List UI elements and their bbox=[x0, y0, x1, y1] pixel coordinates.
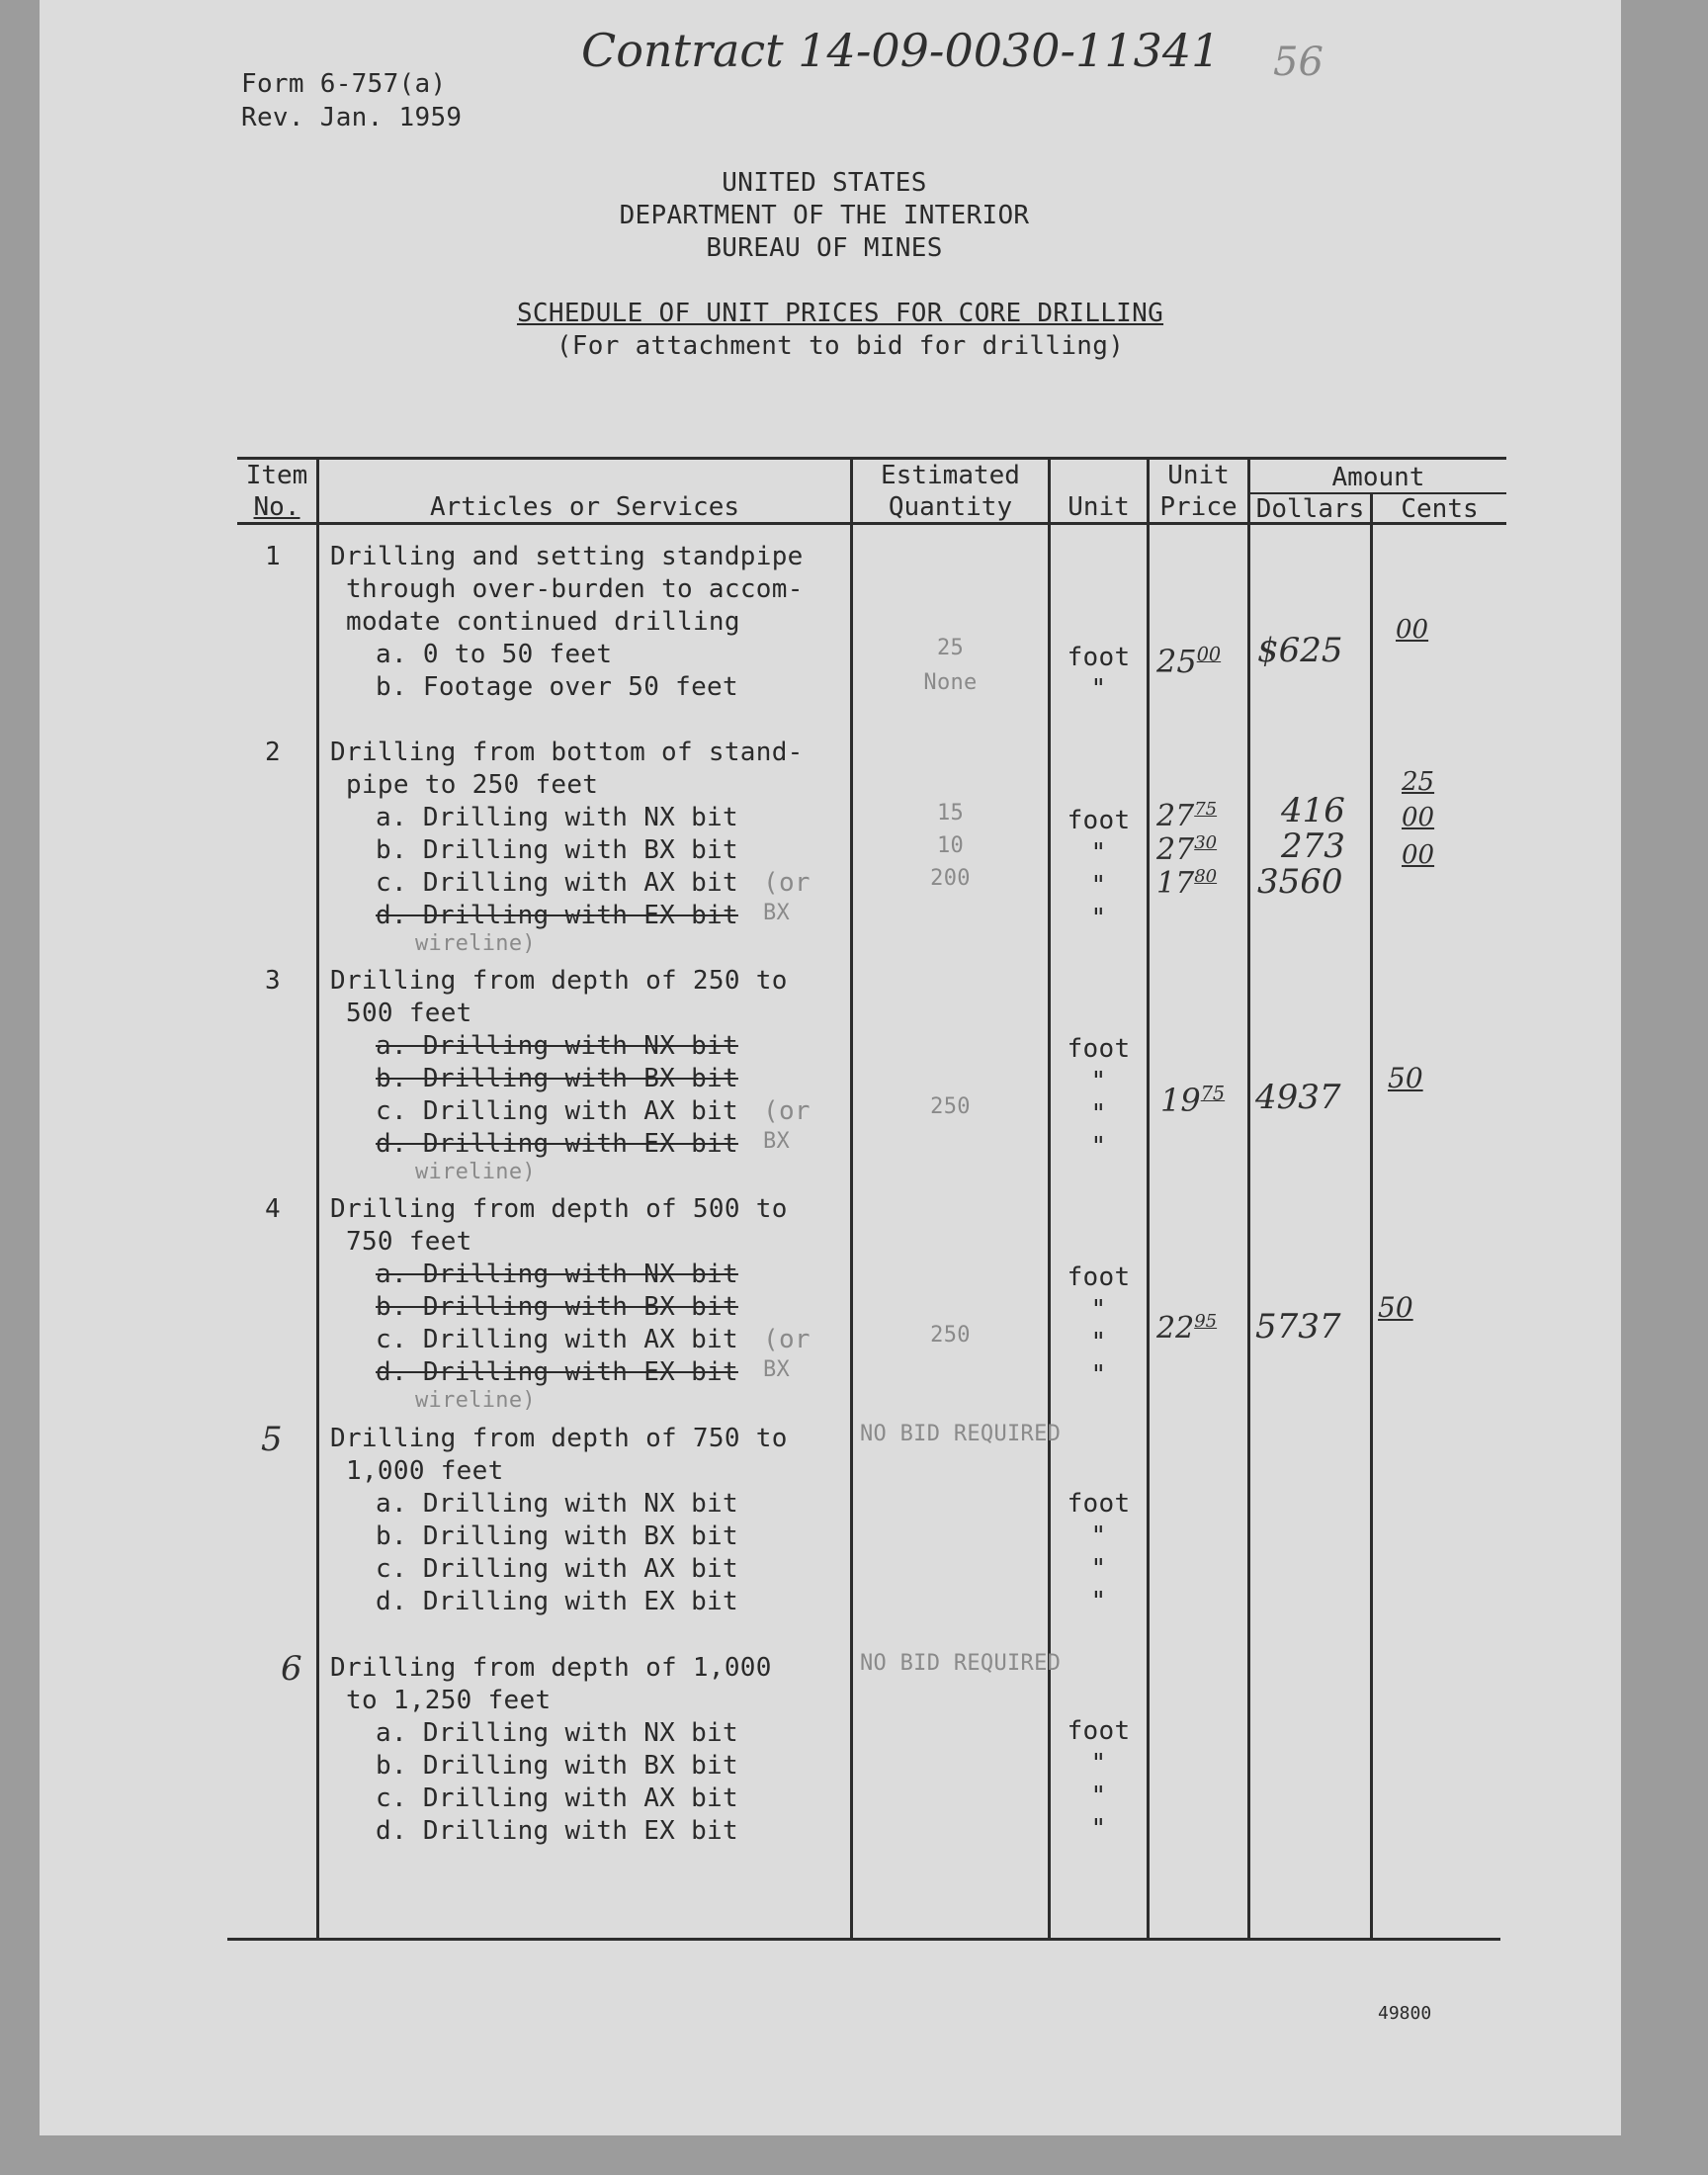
agency-line-1: UNITED STATES bbox=[722, 168, 927, 198]
item-6d-text: d. Drilling with EX bit bbox=[376, 1816, 738, 1846]
header-unit-price-1: Unit bbox=[1167, 461, 1230, 490]
item-4b-text: b. Drilling with BX bit bbox=[376, 1292, 738, 1322]
form-number: Form 6-757(a) bbox=[241, 69, 447, 99]
item-3d-bx: BX bbox=[763, 1129, 791, 1154]
item-1-desc-1: Drilling and setting standpipe bbox=[330, 542, 804, 571]
item-4c-or: (or bbox=[763, 1325, 811, 1354]
header-cents: Cents bbox=[1401, 494, 1479, 524]
item-6-desc-2: to 1,250 feet bbox=[346, 1686, 552, 1715]
header-articles: Articles or Services bbox=[429, 492, 740, 522]
item-5d-text: d. Drilling with EX bit bbox=[376, 1587, 738, 1616]
table-bottom-rule bbox=[227, 1938, 1500, 1941]
item-5b-text: b. Drilling with BX bit bbox=[376, 1522, 738, 1551]
item-2a-cents: 25 bbox=[1402, 767, 1435, 797]
item-2a-price: $27^{75}$ bbox=[1156, 799, 1218, 833]
item-4c-cents: 50 bbox=[1378, 1291, 1413, 1324]
item-2a-unit: foot bbox=[1067, 806, 1131, 835]
item-3d-wireline: wireline) bbox=[415, 1160, 536, 1184]
item-6c-text: c. Drilling with AX bit bbox=[376, 1784, 738, 1813]
col-divider-unit bbox=[1147, 457, 1150, 1940]
item-5c-text: c. Drilling with AX bit bbox=[376, 1554, 738, 1584]
item-2b-dollars: 273 bbox=[1281, 826, 1345, 866]
item-3c-qty: 250 bbox=[930, 1094, 971, 1119]
item-4d-text: d. Drilling with EX bit bbox=[376, 1357, 738, 1387]
item-2a-text: a. Drilling with NX bit bbox=[376, 803, 738, 832]
item-2c-or: (or bbox=[763, 868, 811, 898]
header-unit: Unit bbox=[1068, 492, 1130, 522]
col-divider-price bbox=[1247, 457, 1250, 1940]
item-1-number: 1 bbox=[265, 542, 281, 571]
item-6a-unit: foot bbox=[1067, 1716, 1131, 1746]
item-2c-qty: 200 bbox=[930, 866, 971, 891]
item-4d-unit: " bbox=[1090, 1360, 1107, 1390]
item-6a-text: a. Drilling with NX bit bbox=[376, 1718, 738, 1748]
item-2c-text: c. Drilling with AX bit bbox=[376, 868, 738, 898]
item-1b-qty: None bbox=[923, 670, 978, 695]
item-3c-unit: " bbox=[1090, 1099, 1107, 1129]
item-2b-text: b. Drilling with BX bit bbox=[376, 835, 738, 865]
item-5b-unit: " bbox=[1090, 1522, 1107, 1551]
item-2-number: 2 bbox=[265, 738, 281, 767]
item-6c-unit: " bbox=[1090, 1782, 1107, 1811]
item-2b-price: $27^{30}$ bbox=[1156, 832, 1218, 867]
item-2a-qty: 15 bbox=[936, 801, 965, 826]
item-3-number: 3 bbox=[265, 966, 281, 996]
header-item-no: No. bbox=[253, 492, 300, 522]
item-3a-text: a. Drilling with NX bit bbox=[376, 1031, 738, 1061]
item-6d-unit: " bbox=[1090, 1814, 1107, 1844]
item-4c-qty: 250 bbox=[930, 1323, 971, 1348]
item-2d-wireline: wireline) bbox=[415, 931, 536, 956]
header-item: Item bbox=[245, 461, 308, 490]
col-divider-dollars bbox=[1370, 492, 1373, 1938]
item-5-desc-1: Drilling from depth of 750 to bbox=[330, 1424, 788, 1453]
item-5d-unit: " bbox=[1090, 1587, 1107, 1616]
item-2d-bx: BX bbox=[763, 901, 791, 925]
item-1a-dollars: $625 bbox=[1257, 631, 1343, 670]
item-3c-dollars: 4937 bbox=[1255, 1078, 1341, 1117]
item-2b-unit: " bbox=[1090, 838, 1107, 868]
item-2-desc-1: Drilling from bottom of stand- bbox=[330, 738, 804, 767]
item-3-desc-1: Drilling from depth of 250 to bbox=[330, 966, 788, 996]
form-revision: Rev. Jan. 1959 bbox=[241, 103, 463, 132]
col-divider-item bbox=[316, 457, 319, 1940]
agency-line-3: BUREAU OF MINES bbox=[706, 233, 943, 263]
item-2c-cents: 00 bbox=[1402, 840, 1435, 870]
item-1a-text: a. 0 to 50 feet bbox=[376, 640, 613, 669]
item-5-desc-2: 1,000 feet bbox=[346, 1456, 504, 1486]
item-2b-qty: 10 bbox=[936, 833, 965, 858]
header-dollars: Dollars bbox=[1255, 494, 1365, 524]
item-5-note: NO BID REQUIRED bbox=[860, 1422, 1062, 1446]
item-4c-dollars: 5737 bbox=[1255, 1307, 1341, 1347]
item-1a-unit: foot bbox=[1067, 643, 1131, 672]
item-1-desc-2: through over-burden to accom- bbox=[346, 574, 804, 604]
item-4c-text: c. Drilling with AX bit bbox=[376, 1325, 738, 1354]
item-4a-unit: foot bbox=[1067, 1262, 1131, 1292]
handwritten-contract-number: Contract 14-09-0030-11341 bbox=[581, 24, 1221, 77]
item-6b-unit: " bbox=[1090, 1749, 1107, 1779]
item-2a-dollars: 416 bbox=[1281, 791, 1345, 830]
item-3d-text: d. Drilling with EX bit bbox=[376, 1129, 738, 1159]
document-page bbox=[40, 0, 1621, 2135]
item-4-desc-2: 750 feet bbox=[346, 1227, 472, 1257]
item-2b-cents: 00 bbox=[1402, 803, 1435, 832]
item-3c-text: c. Drilling with AX bit bbox=[376, 1096, 738, 1126]
item-6-number: 6 bbox=[281, 1649, 302, 1689]
item-1a-qty: 25 bbox=[936, 636, 965, 660]
item-4c-unit: " bbox=[1090, 1328, 1107, 1357]
item-3c-cents: 50 bbox=[1388, 1062, 1423, 1094]
item-4d-bx: BX bbox=[763, 1357, 791, 1382]
item-3c-or: (or bbox=[763, 1096, 811, 1126]
item-2-desc-2: pipe to 250 feet bbox=[346, 770, 599, 800]
document-title: SCHEDULE OF UNIT PRICES FOR CORE DRILLING bbox=[516, 299, 1164, 328]
item-2c-unit: " bbox=[1090, 871, 1107, 901]
item-3d-unit: " bbox=[1090, 1132, 1107, 1162]
item-1b-unit: " bbox=[1090, 674, 1107, 704]
agency-line-2: DEPARTMENT OF THE INTERIOR bbox=[619, 201, 1030, 230]
item-4-desc-1: Drilling from depth of 500 to bbox=[330, 1194, 788, 1224]
header-estimated: Estimated bbox=[881, 461, 1020, 490]
header-quantity: Quantity bbox=[888, 492, 1013, 522]
item-6b-text: b. Drilling with BX bit bbox=[376, 1751, 738, 1781]
item-1a-price: $25^{00}$ bbox=[1156, 643, 1222, 680]
item-3b-unit: " bbox=[1090, 1067, 1107, 1096]
item-1a-cents: 00 bbox=[1396, 615, 1429, 645]
item-2d-text: d. Drilling with EX bit bbox=[376, 901, 738, 930]
item-5-number: 5 bbox=[261, 1420, 283, 1459]
item-5a-unit: foot bbox=[1067, 1489, 1131, 1519]
item-6-note: NO BID REQUIRED bbox=[860, 1651, 1062, 1676]
item-5c-unit: " bbox=[1090, 1554, 1107, 1584]
item-2c-dollars: 3560 bbox=[1257, 862, 1343, 902]
item-4-number: 4 bbox=[265, 1194, 281, 1224]
item-3a-unit: foot bbox=[1067, 1034, 1131, 1064]
footer-code: 49800 bbox=[1378, 2003, 1432, 2024]
item-3c-price: $19^{75}$ bbox=[1160, 1082, 1226, 1119]
item-2d-unit: " bbox=[1090, 904, 1107, 933]
document-subtitle: (For attachment to bid for drilling) bbox=[555, 331, 1125, 361]
item-4c-price: $22^{95}$ bbox=[1156, 1311, 1218, 1346]
item-1-desc-3: modate continued drilling bbox=[346, 607, 740, 637]
item-4d-wireline: wireline) bbox=[415, 1388, 536, 1413]
item-1b-text: b. Footage over 50 feet bbox=[376, 672, 738, 702]
item-3b-text: b. Drilling with BX bit bbox=[376, 1064, 738, 1093]
item-6-desc-1: Drilling from depth of 1,000 bbox=[330, 1653, 772, 1683]
header-unit-price-2: Price bbox=[1159, 492, 1238, 522]
item-3-desc-2: 500 feet bbox=[346, 999, 472, 1028]
item-2c-price: $17^{80}$ bbox=[1156, 866, 1218, 901]
item-4a-text: a. Drilling with NX bit bbox=[376, 1260, 738, 1289]
table-top-rule bbox=[237, 457, 1506, 460]
item-4b-unit: " bbox=[1090, 1295, 1107, 1325]
item-5a-text: a. Drilling with NX bit bbox=[376, 1489, 738, 1519]
header-amount: Amount bbox=[1331, 463, 1425, 492]
handwritten-contract-overwrite: 56 bbox=[1273, 40, 1324, 85]
